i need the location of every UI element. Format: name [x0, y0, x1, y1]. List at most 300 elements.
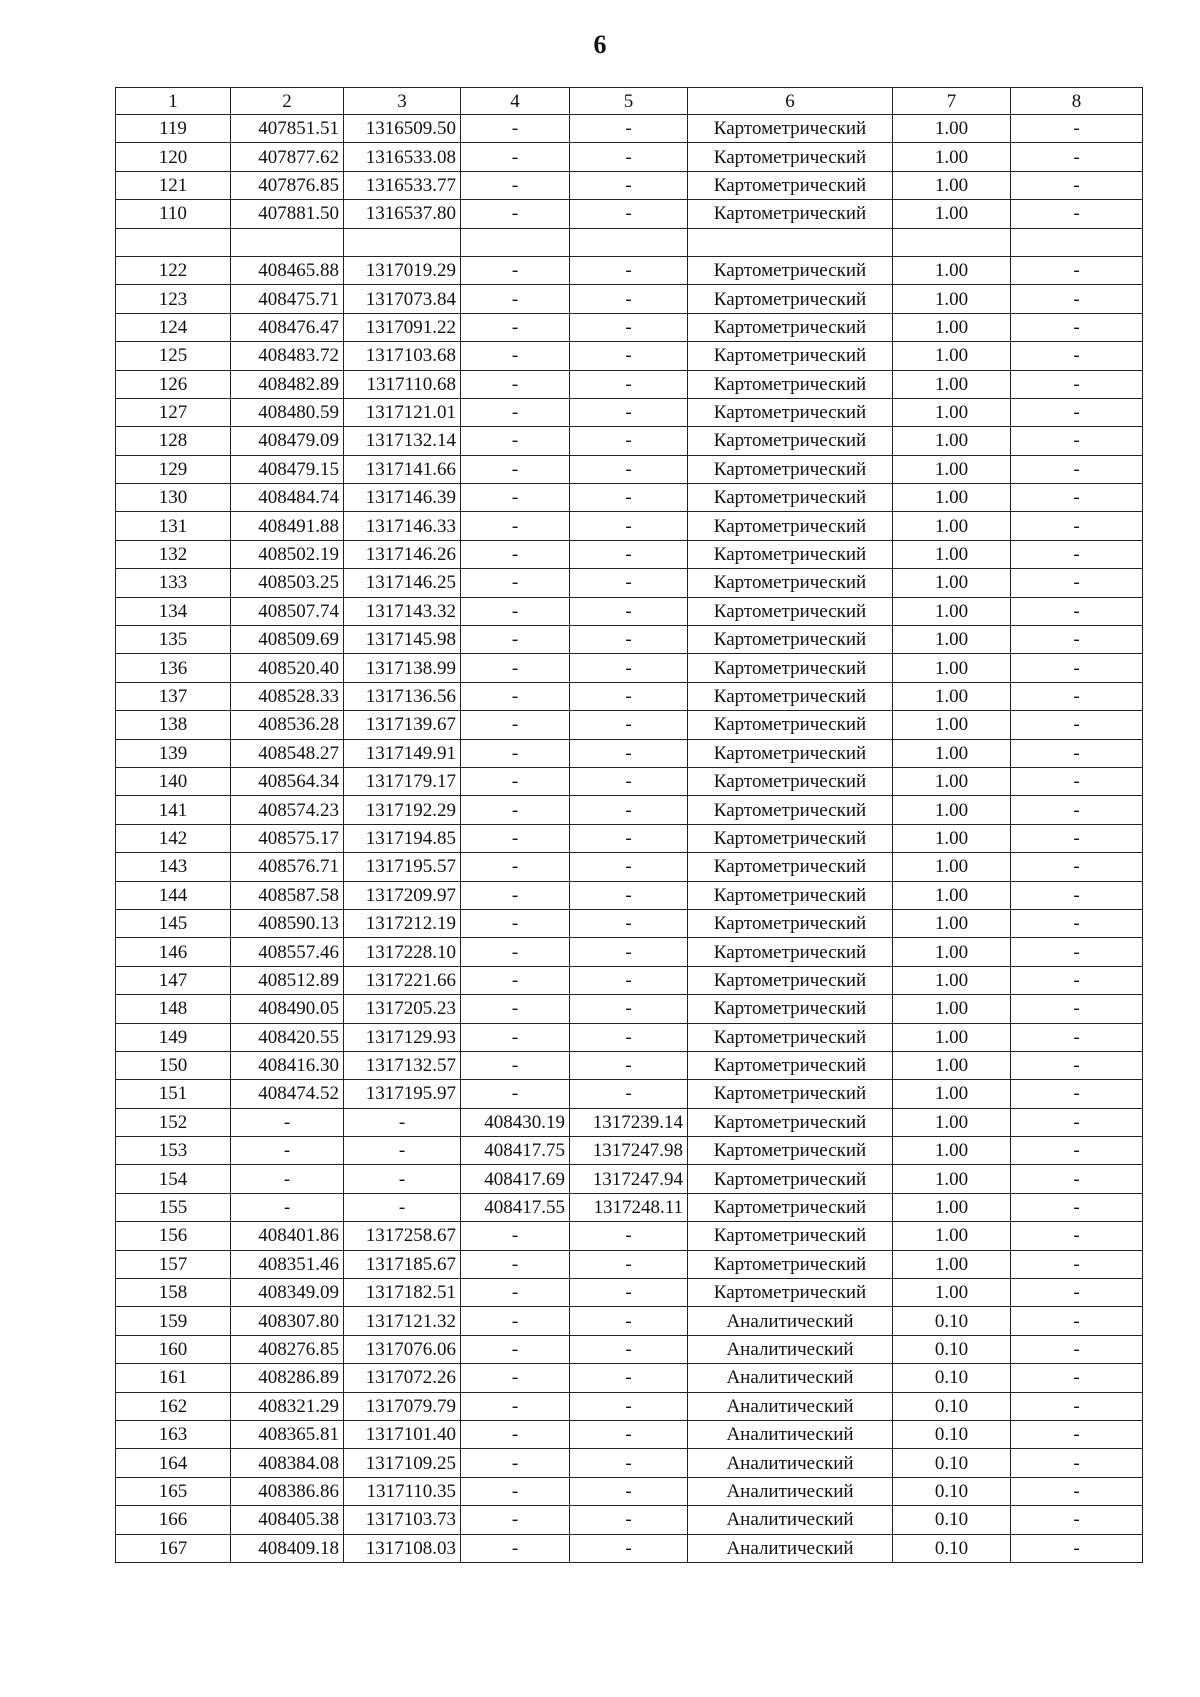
table-cell: 407881.50: [231, 200, 344, 228]
table-cell: -: [231, 1193, 344, 1221]
table-cell: -: [461, 1364, 570, 1392]
table-cell: 1.00: [893, 1250, 1011, 1278]
table-cell: -: [461, 540, 570, 568]
table-cell: -: [1011, 143, 1143, 171]
table-cell: -: [231, 1137, 344, 1165]
table-cell: -: [570, 512, 688, 540]
table-cell: Картометрический: [688, 1023, 893, 1051]
table-cell: 1317019.29: [344, 256, 461, 284]
table-cell: -: [1011, 1420, 1143, 1448]
table-cell: -: [461, 1449, 570, 1477]
table-cell: 1.00: [893, 1023, 1011, 1051]
table-cell: 1.00: [893, 739, 1011, 767]
table-cell: 1317146.25: [344, 569, 461, 597]
table-cell: -: [570, 1250, 688, 1278]
table-cell: Картометрический: [688, 1165, 893, 1193]
table-cell: 1317247.98: [570, 1137, 688, 1165]
table-cell: -: [461, 767, 570, 795]
table-cell: 1.00: [893, 1279, 1011, 1307]
table-cell: 1317101.40: [344, 1420, 461, 1448]
table-cell: Картометрический: [688, 1108, 893, 1136]
table-cell: Картометрический: [688, 455, 893, 483]
table-cell: Картометрический: [688, 853, 893, 881]
table-row: [116, 853, 1143, 881]
table-row: [116, 1023, 1143, 1051]
page-number: 6: [593, 30, 607, 59]
table-cell: Аналитический: [688, 1335, 893, 1363]
table-cell: -: [570, 256, 688, 284]
table-cell: -: [461, 1023, 570, 1051]
table-cell: -: [461, 966, 570, 994]
table-cell: -: [461, 682, 570, 710]
table-cell: 153: [116, 1137, 231, 1165]
table-row: [116, 966, 1143, 994]
table-cell: 407851.51: [231, 115, 344, 143]
table-cell: -: [570, 654, 688, 682]
table-cell: 1.00: [893, 427, 1011, 455]
table-cell: 133: [116, 569, 231, 597]
table-row: [116, 1335, 1143, 1363]
table-cell: 408548.27: [231, 739, 344, 767]
table-cell: 408574.23: [231, 796, 344, 824]
table-cell: Картометрический: [688, 427, 893, 455]
table-cell: 148: [116, 995, 231, 1023]
table-row: [116, 909, 1143, 937]
table-cell: 408509.69: [231, 626, 344, 654]
table-cell: 0.10: [893, 1449, 1011, 1477]
table-row: [116, 1108, 1143, 1136]
column-header: 1: [116, 88, 231, 115]
table-body: [116, 115, 1143, 1563]
table-cell: Аналитический: [688, 1506, 893, 1534]
table-cell: -: [570, 484, 688, 512]
table-cell: -: [1011, 1534, 1143, 1562]
table-cell: 408507.74: [231, 597, 344, 625]
table-cell: 1.00: [893, 966, 1011, 994]
table-cell: 1.00: [893, 540, 1011, 568]
table-cell: -: [1011, 654, 1143, 682]
table-cell: -: [461, 1222, 570, 1250]
table-cell: 1317179.17: [344, 767, 461, 795]
table-cell: 408512.89: [231, 966, 344, 994]
table-cell: -: [570, 1449, 688, 1477]
table-cell: -: [461, 484, 570, 512]
table-cell: 408475.71: [231, 285, 344, 313]
table-cell: 0.10: [893, 1506, 1011, 1534]
column-header: 8: [1011, 88, 1143, 115]
table-cell: Картометрический: [688, 1051, 893, 1079]
table-cell: -: [570, 796, 688, 824]
table-cell: 1.00: [893, 1222, 1011, 1250]
table-cell: Аналитический: [688, 1477, 893, 1505]
table-cell: 1.00: [893, 569, 1011, 597]
table-cell: Картометрический: [688, 881, 893, 909]
table-header-row: [116, 88, 1143, 115]
table-cell: 408307.80: [231, 1307, 344, 1335]
table-cell: -: [461, 427, 570, 455]
table-cell: -: [1011, 171, 1143, 199]
table-cell: 158: [116, 1279, 231, 1307]
table-cell: -: [1011, 824, 1143, 852]
table-cell: -: [570, 1335, 688, 1363]
table-cell: 159: [116, 1307, 231, 1335]
table-cell: 1317072.26: [344, 1364, 461, 1392]
table-cell: 139: [116, 739, 231, 767]
table-cell: 1317103.68: [344, 342, 461, 370]
table-cell: 1.00: [893, 171, 1011, 199]
table-cell: 408587.58: [231, 881, 344, 909]
table-cell: -: [1011, 711, 1143, 739]
table-cell: 1.00: [893, 313, 1011, 341]
table-cell: 1317076.06: [344, 1335, 461, 1363]
table-cell: [1011, 228, 1143, 256]
table-cell: 1.00: [893, 853, 1011, 881]
table-cell: 1317139.67: [344, 711, 461, 739]
table-cell: 1316537.80: [344, 200, 461, 228]
table-cell: 1316533.08: [344, 143, 461, 171]
table-cell: 1317239.14: [570, 1108, 688, 1136]
table-row: [116, 256, 1143, 284]
table-cell: Аналитический: [688, 1420, 893, 1448]
table-cell: -: [461, 995, 570, 1023]
table-cell: 1317212.19: [344, 909, 461, 937]
table-cell: 1317205.23: [344, 995, 461, 1023]
table-cell: 1317109.25: [344, 1449, 461, 1477]
table-cell: 1317146.33: [344, 512, 461, 540]
table-cell: -: [461, 1392, 570, 1420]
table-cell: 1.00: [893, 626, 1011, 654]
table-cell: 408528.33: [231, 682, 344, 710]
table-cell: 143: [116, 853, 231, 881]
table-cell: -: [570, 1420, 688, 1448]
table-cell: 1317129.93: [344, 1023, 461, 1051]
table-cell: -: [231, 1165, 344, 1193]
table-cell: -: [1011, 455, 1143, 483]
table-cell: -: [344, 1108, 461, 1136]
table-cell: 165: [116, 1477, 231, 1505]
table-cell: Аналитический: [688, 1449, 893, 1477]
table-cell: Картометрический: [688, 1250, 893, 1278]
table-row: [116, 1506, 1143, 1534]
table-cell: 1.00: [893, 484, 1011, 512]
table-cell: 1317079.79: [344, 1392, 461, 1420]
table-cell: 147: [116, 966, 231, 994]
table-cell: 1.00: [893, 398, 1011, 426]
table-cell: 408590.13: [231, 909, 344, 937]
table-cell: 154: [116, 1165, 231, 1193]
table-cell: -: [570, 853, 688, 881]
table-cell: 1317132.57: [344, 1051, 461, 1079]
table-cell: 0.10: [893, 1392, 1011, 1420]
table-cell: -: [570, 767, 688, 795]
table-cell: -: [461, 455, 570, 483]
table-cell: Картометрический: [688, 200, 893, 228]
table-cell: Картометрический: [688, 1222, 893, 1250]
table-cell: Картометрический: [688, 569, 893, 597]
table-cell: Картометрический: [688, 398, 893, 426]
table-cell: 157: [116, 1250, 231, 1278]
table-cell: 1.00: [893, 909, 1011, 937]
table-cell: Аналитический: [688, 1392, 893, 1420]
table-cell: -: [461, 1534, 570, 1562]
table-cell: -: [570, 540, 688, 568]
table-cell: -: [1011, 200, 1143, 228]
table-cell: 1317091.22: [344, 313, 461, 341]
table-cell: 0.10: [893, 1534, 1011, 1562]
table-cell: -: [461, 171, 570, 199]
table-cell: Аналитический: [688, 1534, 893, 1562]
table-cell: 408416.30: [231, 1051, 344, 1079]
table-cell: [570, 228, 688, 256]
table-cell: -: [570, 938, 688, 966]
table-cell: Картометрический: [688, 115, 893, 143]
table-cell: -: [461, 1051, 570, 1079]
table-cell: -: [570, 881, 688, 909]
table-cell: -: [1011, 966, 1143, 994]
table-cell: 408480.59: [231, 398, 344, 426]
table-cell: 408564.34: [231, 767, 344, 795]
table-cell: 127: [116, 398, 231, 426]
table-cell: -: [461, 1477, 570, 1505]
table-cell: 1.00: [893, 1108, 1011, 1136]
table-cell: -: [570, 1307, 688, 1335]
table-cell: 135: [116, 626, 231, 654]
table-cell: -: [1011, 313, 1143, 341]
table-cell: -: [461, 143, 570, 171]
table-cell: 1317185.67: [344, 1250, 461, 1278]
table-cell: 408502.19: [231, 540, 344, 568]
table-cell: 0.10: [893, 1364, 1011, 1392]
table-cell: -: [570, 739, 688, 767]
table-row: [116, 200, 1143, 228]
table-cell: -: [1011, 1364, 1143, 1392]
table-cell: -: [570, 1080, 688, 1108]
table-cell: 408321.29: [231, 1392, 344, 1420]
table-row: [116, 597, 1143, 625]
table-cell: -: [461, 938, 570, 966]
table-cell: 132: [116, 540, 231, 568]
table-cell: 161: [116, 1364, 231, 1392]
column-header: 3: [344, 88, 461, 115]
table-cell: -: [570, 824, 688, 852]
table-cell: 121: [116, 171, 231, 199]
table-cell: 1317209.97: [344, 881, 461, 909]
table-cell: 408476.47: [231, 313, 344, 341]
table-cell: 408536.28: [231, 711, 344, 739]
table-cell: -: [461, 115, 570, 143]
table-cell: Картометрический: [688, 1279, 893, 1307]
table-cell: -: [570, 711, 688, 739]
table-row: [116, 540, 1143, 568]
table-cell: 407877.62: [231, 143, 344, 171]
table-row: [116, 1222, 1143, 1250]
table-cell: -: [1011, 285, 1143, 313]
table-cell: -: [1011, 1051, 1143, 1079]
table-cell: 1317146.26: [344, 540, 461, 568]
table-cell: -: [1011, 370, 1143, 398]
table-cell: 1.00: [893, 881, 1011, 909]
table-row: [116, 682, 1143, 710]
table-cell: 1316533.77: [344, 171, 461, 199]
table-cell: 0.10: [893, 1477, 1011, 1505]
table-cell: -: [461, 200, 570, 228]
table-cell: 160: [116, 1335, 231, 1363]
table-cell: 144: [116, 881, 231, 909]
table-cell: 1.00: [893, 256, 1011, 284]
table-cell: -: [461, 824, 570, 852]
table-cell: -: [570, 966, 688, 994]
table-row: [116, 654, 1143, 682]
table-cell: 408557.46: [231, 938, 344, 966]
table-cell: -: [570, 200, 688, 228]
table-row: [116, 1165, 1143, 1193]
table-cell: Картометрический: [688, 484, 893, 512]
table-row: [116, 824, 1143, 852]
table-row: [116, 427, 1143, 455]
column-header: 2: [231, 88, 344, 115]
table-row: [116, 370, 1143, 398]
table-cell: 164: [116, 1449, 231, 1477]
table-cell: 1317121.32: [344, 1307, 461, 1335]
table-cell: 1317247.94: [570, 1165, 688, 1193]
table-cell: 408384.08: [231, 1449, 344, 1477]
table-cell: -: [570, 398, 688, 426]
table-cell: 125: [116, 342, 231, 370]
table-cell: Картометрический: [688, 313, 893, 341]
table-cell: [344, 228, 461, 256]
table-cell: 134: [116, 597, 231, 625]
table-cell: 119: [116, 115, 231, 143]
table-cell: 1317258.67: [344, 1222, 461, 1250]
table-cell: 142: [116, 824, 231, 852]
table-cell: -: [570, 597, 688, 625]
table-cell: -: [570, 1364, 688, 1392]
table-cell: Картометрический: [688, 256, 893, 284]
table-cell: -: [1011, 1165, 1143, 1193]
table-cell: 408491.88: [231, 512, 344, 540]
table-cell: -: [570, 171, 688, 199]
table-cell: -: [570, 313, 688, 341]
table-cell: 1317195.97: [344, 1080, 461, 1108]
table-cell: 1317110.35: [344, 1477, 461, 1505]
table-cell: [893, 228, 1011, 256]
table-cell: -: [1011, 739, 1143, 767]
table-cell: -: [1011, 512, 1143, 540]
table-cell: 1317132.14: [344, 427, 461, 455]
table-cell: 408351.46: [231, 1250, 344, 1278]
table-cell: -: [461, 654, 570, 682]
table-cell: 1317136.56: [344, 682, 461, 710]
table-row: [116, 342, 1143, 370]
table-cell: -: [1011, 853, 1143, 881]
table-cell: -: [344, 1137, 461, 1165]
table-cell: -: [570, 1279, 688, 1307]
table-cell: -: [461, 370, 570, 398]
table-row: [116, 1051, 1143, 1079]
table-cell: -: [570, 427, 688, 455]
table-cell: 152: [116, 1108, 231, 1136]
table-cell: Картометрический: [688, 597, 893, 625]
table-cell: -: [1011, 256, 1143, 284]
column-header: 7: [893, 88, 1011, 115]
table-cell: Картометрический: [688, 143, 893, 171]
table-cell: 1.00: [893, 342, 1011, 370]
table-cell: 1317143.32: [344, 597, 461, 625]
table-cell: 128: [116, 427, 231, 455]
table-row: [116, 711, 1143, 739]
table-row: [116, 115, 1143, 143]
table-row: [116, 171, 1143, 199]
table-cell: Картометрический: [688, 342, 893, 370]
table-cell: Аналитический: [688, 1307, 893, 1335]
table-cell: -: [1011, 1023, 1143, 1051]
table-cell: -: [1011, 398, 1143, 426]
table-cell: 1316509.50: [344, 115, 461, 143]
table-row: [116, 1477, 1143, 1505]
table-cell: 408520.40: [231, 654, 344, 682]
table-cell: 1.00: [893, 143, 1011, 171]
table-cell: -: [1011, 682, 1143, 710]
table-cell: -: [1011, 796, 1143, 824]
table-cell: -: [570, 1477, 688, 1505]
table-cell: 0.10: [893, 1335, 1011, 1363]
table-cell: 1.00: [893, 824, 1011, 852]
table-cell: 408349.09: [231, 1279, 344, 1307]
table-cell: -: [461, 398, 570, 426]
table-cell: -: [570, 682, 688, 710]
table-cell: 1317121.01: [344, 398, 461, 426]
table-cell: -: [461, 1250, 570, 1278]
table-cell: 141: [116, 796, 231, 824]
table-cell: 130: [116, 484, 231, 512]
table-row: [116, 398, 1143, 426]
table-row: [116, 484, 1143, 512]
table-cell: -: [570, 342, 688, 370]
table-cell: -: [461, 909, 570, 937]
table-cell: 1317182.51: [344, 1279, 461, 1307]
table-row: [116, 1307, 1143, 1335]
table-cell: 1317221.66: [344, 966, 461, 994]
table-cell: [688, 228, 893, 256]
table-cell: -: [570, 569, 688, 597]
table-cell: -: [461, 1506, 570, 1534]
table-cell: 1.00: [893, 597, 1011, 625]
table-cell: Картометрический: [688, 938, 893, 966]
table-cell: Картометрический: [688, 1193, 893, 1221]
table-cell: -: [461, 1307, 570, 1335]
table-cell: 408490.05: [231, 995, 344, 1023]
table-row: [116, 739, 1143, 767]
table-cell: -: [461, 1080, 570, 1108]
table-cell: Картометрический: [688, 512, 893, 540]
table-cell: -: [1011, 1449, 1143, 1477]
table-cell: -: [1011, 569, 1143, 597]
table-row: [116, 995, 1143, 1023]
table-cell: 149: [116, 1023, 231, 1051]
table-cell: Картометрический: [688, 171, 893, 199]
column-header: 4: [461, 88, 570, 115]
table-cell: -: [1011, 1335, 1143, 1363]
table-row: [116, 1420, 1143, 1448]
table-cell: 408576.71: [231, 853, 344, 881]
table-cell: 1317110.68: [344, 370, 461, 398]
table-cell: -: [461, 796, 570, 824]
table-cell: 408409.18: [231, 1534, 344, 1562]
table-cell: -: [1011, 1279, 1143, 1307]
table-cell: Картометрический: [688, 909, 893, 937]
table-cell: -: [344, 1165, 461, 1193]
table-cell: 408417.75: [461, 1137, 570, 1165]
